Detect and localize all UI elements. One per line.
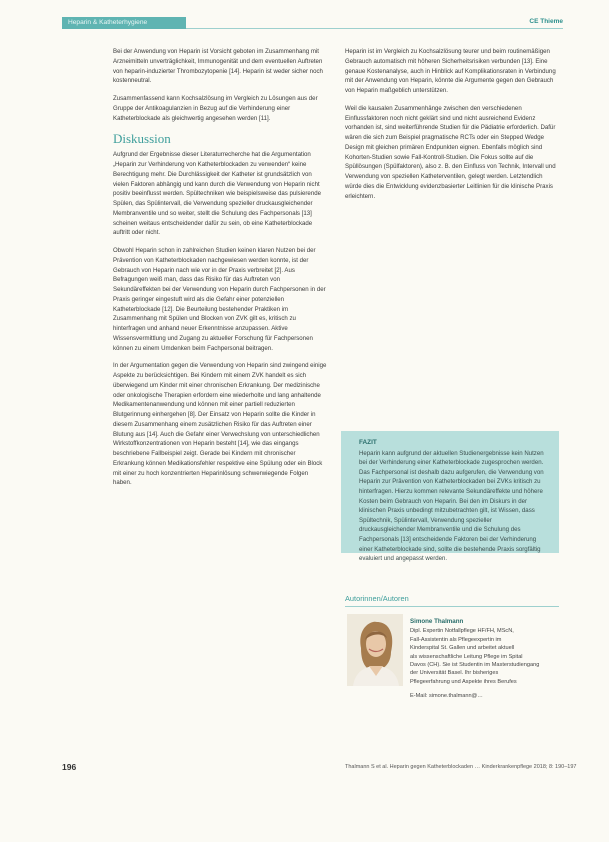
page-number: 196 xyxy=(62,762,77,772)
right-column xyxy=(345,47,557,209)
header-section-tab: Heparin & Katheterhygiene xyxy=(62,17,186,29)
intro-paragraph-2: Zusammenfassend kann Kochsalzlösung im Vergleich zu Lösungen aus der Gruppe der Antikoagulanzien in Bezug auf die Verhinderung einer Katheterblockade als gleichwertig angesehen werden [11]. xyxy=(113,95,318,122)
author-name: Simone Thalmann xyxy=(410,618,464,625)
fazit-title: FAZIT xyxy=(359,439,377,446)
footer-reference: Thalmann S et al. Heparin gegen Katheterblockaden … Kinderkrankenpflege 2018; 8: 190–197 xyxy=(345,764,577,770)
right-paragraph-1: Heparin ist im Vergleich zu Kochsalzlösung teurer und beim routinemäßigen Gebrauch automatisch mit höheren Sicherheitsrisiken verbunden [13]. Eine genaue Kostenanalyse, auch in Hinblick auf Komplikationsraten in Verbindung mit der Anwendung von Heparin, könnte die Argumente gegen den Gebrauch von Heparin maßgeblich unterstützen. xyxy=(345,48,556,94)
author-portrait-icon xyxy=(347,614,403,686)
left-column xyxy=(113,47,327,496)
header-topic-label: CE Thieme xyxy=(529,18,563,25)
author-email[interactable]: E-Mail: simone.thalmann@… xyxy=(410,693,483,699)
discussion-paragraph-1: Aufgrund der Ergebnisse dieser Literaturrecherche hat die Argumentation „Heparin zur Verhinderung von Katheterblockaden zu verwenden“ keine Berechtigung mehr. Die Durchlässigkeit der Katheter ist grundsätzlich von vielen Faktoren abhängig und kann durch die Verwendung von Heparin nicht positiv beeinflusst werden. Spültechniken wie beispielsweise das pulsierende Spülen, das Spülintervall, die Verwendung spezieller druckausgleichender Membranventile und so weiter, stellt die Schulung des Fachpersonals [13] scheinen weitaus entscheidender dafür zu sein, ob eine Katheterblockade auftritt oder nicht. xyxy=(113,151,321,237)
discussion-paragraph-2: Obwohl Heparin schon in zahlreichen Studien keinen klaren Nutzen bei der Prävention von Katheterblockaden nachgewiesen werden konnte, ist der Gebrauch von Heparin nach wie vor in der Praxis verbreitet [2]. Aus Befragungen weiß man, dass das Risiko für das Auftreten von Sekundäreffekten bei der Verwendung von Heparin durch Fachpersonen in der Praxis geringer eingestuft wird als die Gefahr einer potenziellen Katheterblockade [12]. Die Beurteilung bestehender Praktiken im Zusammenhang mit Spülen und Blocken von ZVK gilt es, kritisch zu hinterfragen und anhand neuer Erkenntnisse anzupassen. Aktive Wissensvermittlung und Zugang zu aktueller Forschung für Fachpersonen können zu einem Umdenken beim Fachpersonal beitragen. xyxy=(113,247,326,352)
author-photo xyxy=(347,614,403,686)
intro-paragraph-1: Bei der Anwendung von Heparin ist Vorsicht geboten im Zusammenhang mit Arzneimitteln unverträglichkeit, Immunogenität und dem eventuellen Auftreten von heparin-induzierter Thrombozytopenie [14]. Heparin ist weder sicher noch kostenneutral. xyxy=(113,48,323,85)
authors-section-title: Autorinnen/Autoren xyxy=(345,594,409,603)
discussion-paragraph-3: In der Argumentation gegen die Verwendung von Heparin sind zwingend einige Aspekte zu berücksichtigen. Bei Kindern mit einem ZVK handelt es sich überwiegend um Kinder mit einer chronischen Erkrankung. Der medizinische oder onkologische Therapien erfordern eine wiederholte und lang anhaltende Medikamentenanwendung und können mit einer partiell reduzierten Blutgerinnung einhergehen [8]. Der Einsatz von Heparin sollte die Kinder in diesem Zusammenhang einem zusätzlichen Risiko für das Auftreten einer Blutung aus [14]. Auch die Gefahr einer Verwechslung von unterschiedlichen Wirkstoffkonzentrationen von Heparin besteht [14], wie das eingangs beschriebene Fallbeispiel zeigt. Gerade bei Kindern mit chronischer Erkrankung können Medikationsfehler respektive eine Spülung oder ein Block mit einer zu hoch konzentrierten Heparinlösung schwerwiegende Folgen haben. xyxy=(113,362,327,487)
fazit-text: Heparin kann aufgrund der aktuellen Studienergebnisse kein Nutzen bei der Verhinderung einer Katheterblockade zugesprochen werden. Das Fachpersonal ist deshalb dazu aufgerufen, die Verwendung von Heparin zur Prävention von Katheterblockaden bei ZVKs kritisch zu hinterfragen. Hierzu kommen relevante Sekundäreffekte und höhere Kosten beim Gebrauch von Heparin. Bei den im Diskurs in der klinischen Praxis unbedingt mitzubetrachten gilt, ist Wissen, dass Spültechnik, Spülintervall, Verwendung spezieller druckausgleichender Membranventile und die Schulung des Fachpersonals [13] entscheidende Faktoren bei der Verhinderung einer Katheterblockade sind, sollte die bestehende Praxis sorgfältig evaluiert und angepasst werden. xyxy=(359,449,544,563)
authors-rule xyxy=(345,606,559,607)
section-title-diskussion: Diskussion xyxy=(113,131,171,147)
author-info xyxy=(410,618,560,686)
author-bio: Dipl. Expertin Notfallpflege HF/FH, MScN, Fall-Assistentin als Pflegeexpertin im Kinderspital St. Gallen und arbeitet aktuell als wissenschaftliche Leitung Pflege im Spital Davos (CH). Sie ist Studentin im Masterstudiengang der Universität Basel. Ihr bisheriges Pflegeerfahrung und Aspekte ihres Berufes xyxy=(410,628,540,685)
header-rule xyxy=(186,28,563,29)
right-paragraph-2: Weil die kausalen Zusammenhänge zwischen den verschiedenen Einflussfaktoren noch nicht geklärt sind und nicht ausreichend Evidenz vorhanden ist, sind weiterführende Studien für die Pädiatrie erforderlich. Dafür wären die sich zum Beispiel pragmatische RCTs oder ein Stepped Wedge Design mit gleichen primären Endpunkten eignen. Ebenfalls möglich sind Kohorten-Studien sowie Fall-Kontroll-Studien. Die Fokus sollte auf die Spüllösungen (Spülfaktoren), also z. B. den Einfluss von Technik, Intervall und Verwendung von speziellen Katheterventilen, gelegt werden. Letztendlich würde dies die Entwicklung evidenzbasierter Leitlinien für die klinische Praxis erleichtern. xyxy=(345,104,556,200)
fazit-box xyxy=(341,431,559,563)
